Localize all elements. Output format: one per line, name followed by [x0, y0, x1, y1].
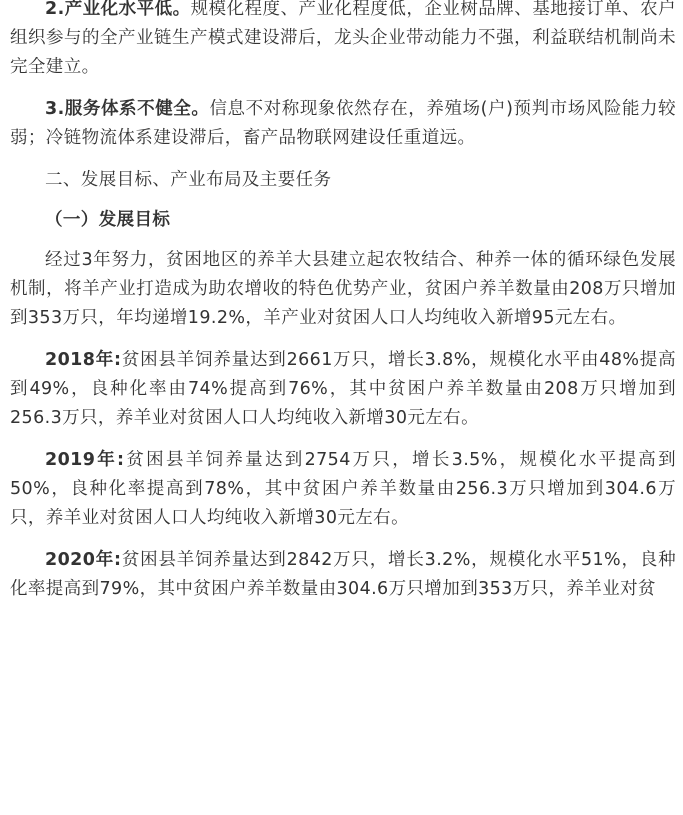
paragraph-text: 信息不对称现象依然存在，养殖场(户)预判市场风险能力较弱；冷链物流体系建设滞后，畜产品物联网建设任重道远。: [10, 99, 677, 148]
paragraph-2020: [10, 546, 676, 604]
section-heading-text: 二、发展目标、产业布局及主要任务: [45, 170, 332, 190]
paragraph-2019: [10, 446, 676, 533]
paragraph-text: 经过3年努力，贫困地区的养羊大县建立起农牧结合、种养一体的循环绿色发展机制，将羊产业打造成为助农增收的特色优势产业，贫困户养羊数量由208万只增加到353万只，年均递增19.2%，羊产业对贫困人口人均纯收入新增95元左右。: [10, 250, 676, 328]
paragraph-goals: [10, 246, 676, 333]
paragraph-text: 规模化程度、产业化程度低，企业树品牌、基地接订单、农户组织参与的全产业链生产模式建设滞后，龙头企业带动能力不强，利益联结机制尚未完全建立。: [10, 0, 676, 77]
paragraph-service-system: [10, 95, 676, 153]
paragraph-text: 贫困县羊饲养量达到2842万只，增长3.2%，规模化水平51%，良种化率提高到79%，其中贫困户养羊数量由304.6万只增加到353万只，养羊业对贫: [10, 550, 676, 599]
paragraph-text: 贫困县羊饲养量达到2754万只，增长3.5%，规模化水平提高到50%，良种化率提高到78%，其中贫困户养羊数量由256.3万只增加到304.6万只，养羊业对贫困人口人均纯收入新增30元左右。: [10, 450, 676, 528]
paragraph-lead: 2.产业化水平低。: [45, 0, 191, 19]
sub-heading: [10, 206, 676, 235]
sub-heading-text: （一）发展目标: [45, 210, 171, 230]
paragraph-lead: 3.服务体系不健全。: [45, 99, 210, 119]
year-label: 2020年:: [45, 550, 122, 570]
year-label: 2019年:: [45, 450, 125, 470]
section-heading: [10, 166, 676, 195]
document-body: [10, 0, 676, 617]
paragraph-text: 贫困县羊饲养量达到2661万只，增长3.8%，规模化水平由48%提高到49%，良种化率由74%提高到76%，其中贫困户养羊数量由208万只增加到256.3万只，养羊业对贫困人口人均纯收入新增30元左右。: [10, 350, 676, 428]
paragraph-industrialization: [10, 0, 676, 82]
year-label: 2018年:: [45, 350, 122, 370]
paragraph-2018: [10, 346, 676, 433]
